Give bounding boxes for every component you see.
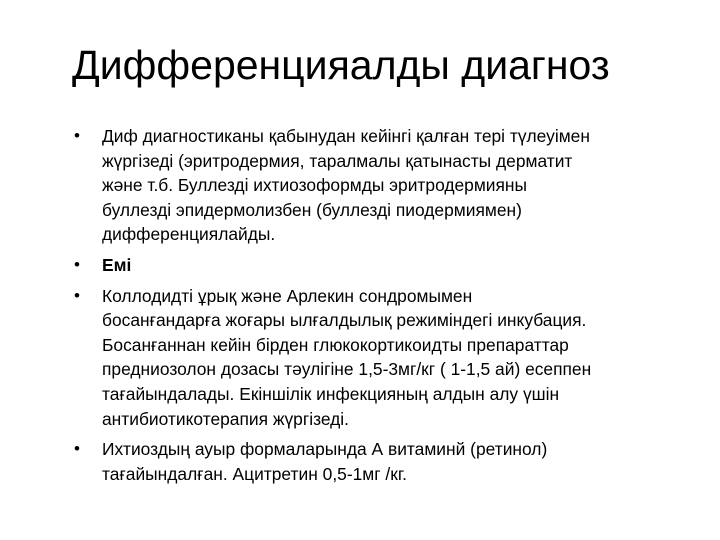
bullet-line: тағайындалған. Ацитретин 0,5-1мг /кг. [102,463,407,484]
bullet-line: Емі [102,254,132,275]
bullet-icon: • [74,285,80,305]
bullet-line: және т.б. Буллезді ихтиозоформды эритродермияны [102,175,528,196]
bullet-line: босанғандарға жоғары ылғалдылық режиміндегі инкубация. [102,310,587,331]
bullet-icon: • [74,254,80,274]
bullet-text [102,437,682,486]
bullet-line: Коллодидті ұрық және Арлекин сондромымен [102,285,473,306]
bullet-item-treatment-heading [72,253,682,278]
bullet-line: Ихтиоздың ауыр формаларында А витаминй (ретинол) [102,439,548,460]
bullet-item-differential-diagnosis [72,124,682,247]
bullet-line: Диф диагностиканы қабынудан кейінгі қалған тері түлеуімен [102,126,590,146]
bullet-line: буллезді эпидермолизбен (буллезді пиодермиямен) [102,199,522,220]
bullet-list [72,124,682,492]
bullet-line: жүргізеді (эритродермия, таралмалы қатынасты дерматит [102,150,573,171]
bullet-icon: • [74,439,80,459]
bullet-line: антибиотикотерапия жүргізеді. [102,408,349,429]
bullet-line: дифференциялайды. [102,224,276,245]
bullet-item-severe-ichthyosis [72,437,682,486]
bullet-line: Босанғаннан кейін бірден глюкокортикоидты препараттар [102,334,569,355]
bullet-text [102,253,682,278]
bullet-line: тағайындалады. Екіншілік инфекцияның алдын алу үшін [102,383,560,404]
bullet-icon: • [74,126,80,145]
bullet-item-collodion-treatment [72,284,682,432]
slide-title: Дифференцияалды диагноз [72,42,610,88]
bullet-line: предниозолон дозасы тәулігіне 1,5-3мг/кг ( 1-1,5 ай) есеппен [102,359,592,380]
bullet-text [102,284,682,432]
bullet-text [102,124,682,247]
